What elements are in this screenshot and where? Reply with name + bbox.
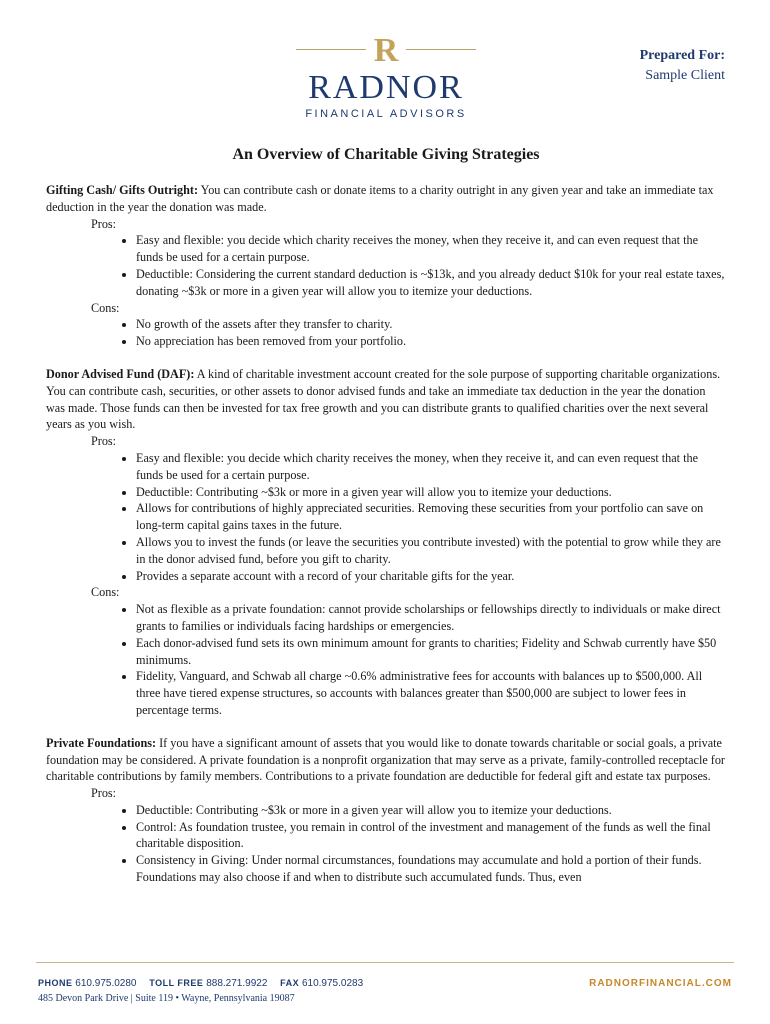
fax-number: 610.975.0283: [301, 978, 364, 989]
logo-name: RADNOR: [308, 69, 464, 106]
section-body: If you have a significant amount of assets that you would like to donate towards charitable or social goals, a private foundation may be considered. A private foundation is a nonprofit organization that may serve as a private, family-controlled receptacle for charitable contributions by family members. Contributions to a private foundation are deductible for federal gift and estate tax purposes.: [46, 735, 725, 784]
cons-label: Cons:: [91, 300, 120, 315]
pros-list: [46, 232, 726, 299]
logo-rule-left: [296, 49, 366, 50]
pros-item: • Allows you to invest the funds (or leave the securities you contribute invested) with the potential to grow while they are in the donor advised fund, before you gift to charity.: [136, 534, 726, 568]
cons-item: • Not as flexible as a private foundation: cannot provide scholarships or fellowships directly to individuals or make direct grants to families or individuals facing hardships or emergencies.: [136, 601, 726, 635]
section-body: You can contribute cash or donate items to a charity outright in any given year and take an immediate tax deduction in the year the donation was made.: [46, 183, 714, 214]
section-heading: Donor Advised Fund (DAF):: [46, 366, 195, 381]
prepared-for-value: Sample Client: [645, 68, 725, 83]
section-body: A kind of charitable investment account created for the sole purpose of supporting charitable organizations. You can contribute cash, securities, or other assets to donor advised funds and take an immediate tax deduction in the year the donation was made. Those funds can then be invested for tax free growth and you can distribute grants to qualified charities over the next several years as you wish.: [46, 366, 721, 432]
pros-item: • Allows for contributions of highly appreciated securities. Removing these securities from your portfolio can save on long-term capital gains taxes in the future.: [136, 500, 726, 534]
document-title: An Overview of Charitable Giving Strategies: [232, 146, 540, 163]
cons-item: • Each donor-advised fund sets its own minimum amount for grants to charities; Fidelity and Schwab currently have $50 minimums.: [136, 635, 726, 669]
logo-subtitle: FINANCIAL ADVISORS: [305, 108, 467, 120]
pros-item: • Deductible: Contributing ~$3k or more in a given year will allow you to itemize your deductions.: [136, 484, 726, 501]
pros-list: [46, 450, 726, 584]
cons-label: Cons:: [91, 585, 120, 600]
pros-label: Pros:: [91, 216, 117, 231]
section-gifting-cash: [46, 182, 726, 350]
pros-list: [46, 802, 726, 886]
pros-item: • Control: As foundation trustee, you remain in control of the investment and management of the funds as well the final charitable disposition.: [136, 819, 726, 853]
phone-label: PHONE: [38, 978, 73, 988]
pros-item: • Deductible: Contributing ~$3k or more in a given year will allow you to itemize your deductions.: [136, 802, 726, 819]
document-body: [46, 145, 726, 902]
section-intro: [46, 735, 726, 785]
section-heading: Private Foundations:: [46, 735, 157, 750]
section-donor-advised-fund: [46, 366, 726, 719]
website-link[interactable]: RADNORFINANCIAL.COM: [589, 978, 732, 989]
section-private-foundations: [46, 735, 726, 886]
section-heading: Gifting Cash/ Gifts Outright:: [46, 183, 199, 197]
pros-item: • Easy and flexible: you decide which charity receives the money, when they receive it, and can even request that the funds be used for a certain purpose.: [136, 450, 726, 484]
prepared-for-block: [640, 46, 725, 86]
cons-list: [46, 316, 726, 350]
pros-label: Pros:: [91, 434, 117, 449]
logo-rule-right: [406, 49, 476, 50]
cons-item: • No appreciation has been removed from your portfolio.: [136, 333, 726, 350]
pros-item: • Easy and flexible: you decide which charity receives the money, when they receive it, and can even request that the funds be used for a certain purpose.: [136, 232, 726, 266]
section-intro: [46, 366, 726, 433]
pros-label: Pros:: [91, 786, 117, 801]
pros-item: • Consistency in Giving: Under normal circumstances, foundations may accumulate and hold a portion of their funds. Foundations may also choose if and when to distribute such accumulated funds. Thus, even: [136, 852, 726, 886]
cons-item: • No growth of the assets after they transfer to charity.: [136, 316, 726, 333]
phone-number[interactable]: 610.975.0280: [75, 978, 137, 989]
logo-monogram: R: [373, 32, 399, 69]
pros-item: • Deductible: Considering the current standard deduction is ~$13k, and you already deduct $10k for your real estate taxes, donating ~$3k or more in a given year will allow you to itemize your deductions.: [136, 266, 726, 300]
fax-label: FAX: [280, 978, 300, 988]
pros-item: • Provides a separate account with a record of your charitable gifts for the year.: [136, 568, 726, 585]
section-intro: [46, 182, 726, 216]
cons-list: [46, 601, 726, 719]
toll-free-number[interactable]: 888.271.9922: [206, 978, 268, 989]
footer-divider: [36, 962, 734, 963]
logo-mark: [296, 34, 476, 70]
footer-address: 485 Devon Park Drive | Suite 119 • Wayne, Pennsylvania 19087: [38, 993, 295, 1004]
page-footer: [38, 976, 732, 1006]
toll-free-label: TOLL FREE: [149, 978, 204, 988]
company-logo: [296, 34, 476, 120]
prepared-for-label: Prepared For:: [639, 48, 725, 63]
cons-item: • Fidelity, Vanguard, and Schwab all charge ~0.6% administrative fees for accounts with balances up to $500,000. All three have tiered expense structures, so accounts with balances greater than $500,000 are subject to lower fees in percentage terms.: [136, 668, 726, 718]
